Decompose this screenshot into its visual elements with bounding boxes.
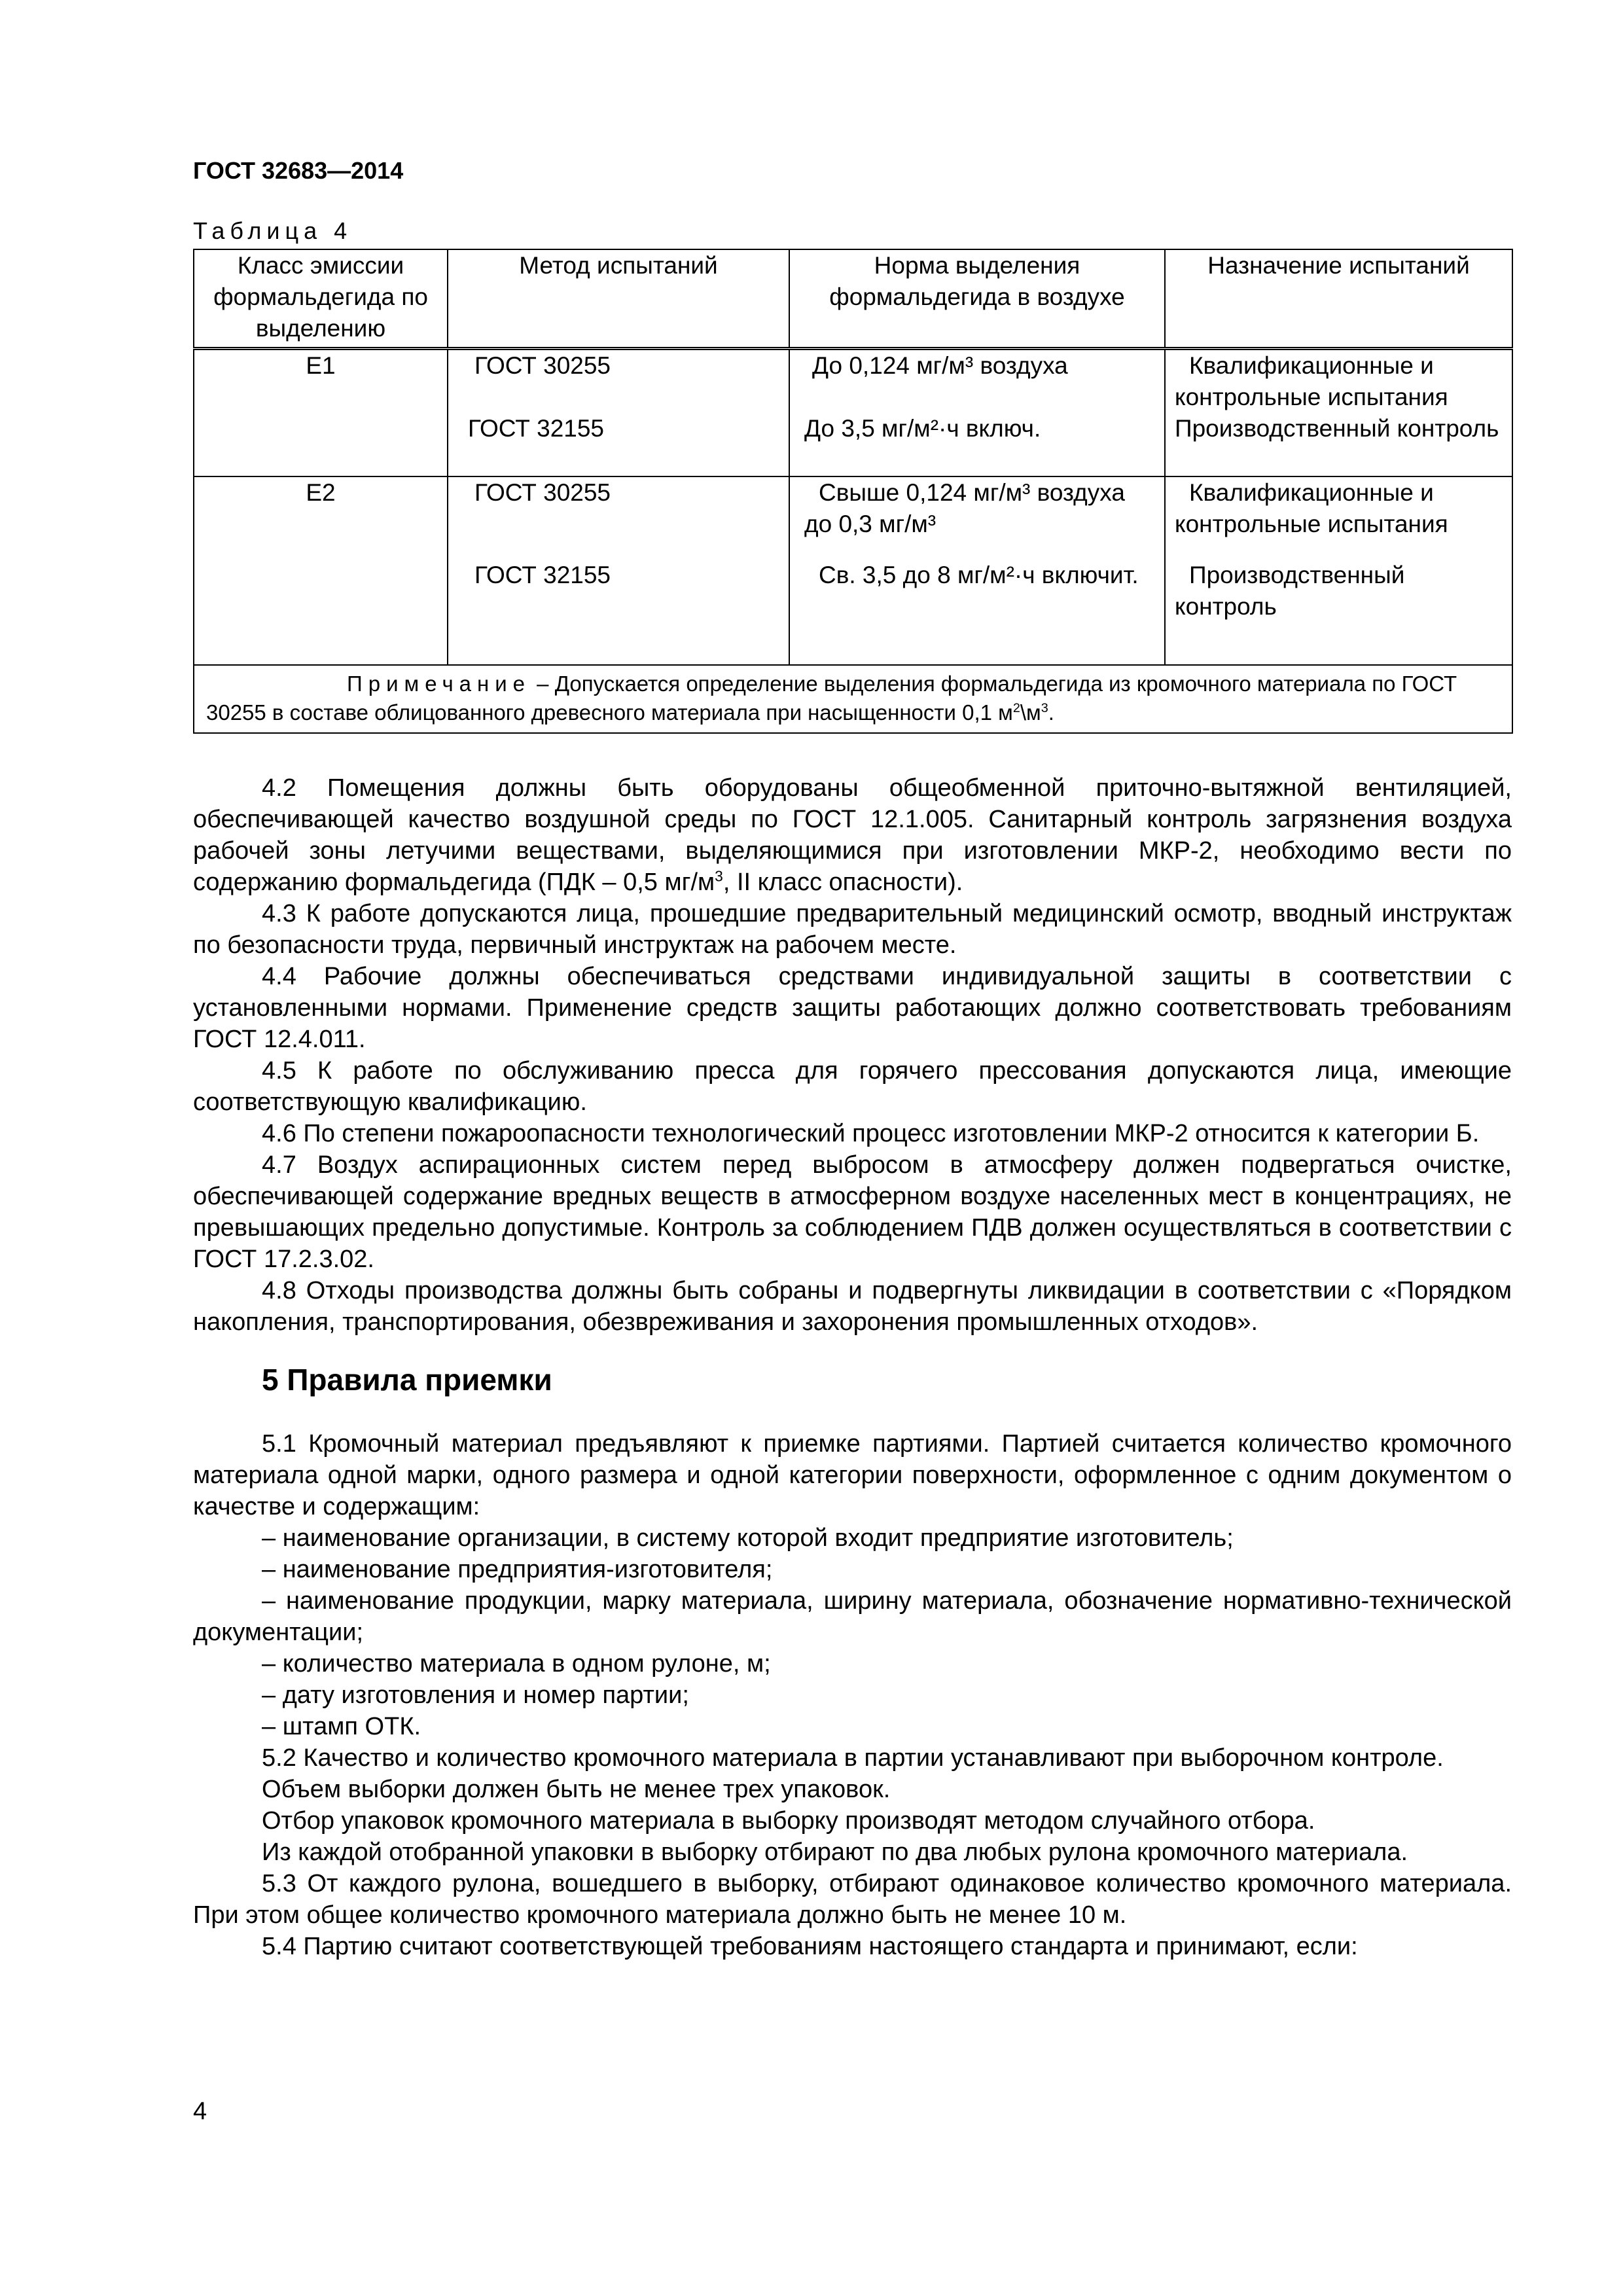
norm-e2-1: Свыше 0,124 мг/м³ воздуха до 0,3 мг/м³ [804,478,1125,537]
purpose-e2-1: Квалификационные и контрольные испытания [1175,478,1448,537]
list-item: – количество материала в одном рулоне, м; [262,1650,771,1677]
purpose-e1-1: Квалификационные и контрольные испытания [1175,352,1448,410]
list-item: – наименование продукции, марку материала, ширину материала, обозначение нормативно-технической документации; [193,1587,1512,1646]
cell-purpose-e1 [1165,349,1512,476]
section-5-title: 5 Правила приемки [262,1363,552,1397]
paragraph-4-6: 4.6 По степени пожароопасности технологический процесс изготовлении МКР-2 относится к категории Б. [262,1120,1480,1147]
paragraph-5-1: 5.1 Кромочный материал предъявляют к приемке партиями. Партией считается количество кромочного материала одной марки, одного размера и одной категории поверхности, оформленное с одним документом о качестве и содержащим: [193,1430,1512,1520]
col-header-class: Класс эмиссии формальдегида по выделению [194,249,448,349]
document-header: ГОСТ 32683—2014 [193,157,404,184]
cell-method-e2 [448,476,789,665]
cell-norm-e1 [789,349,1165,476]
table-row [194,349,1512,476]
paragraph-5-3: 5.3 От каждого рулона, вошедшего в выборку, отбирают одинаковое количество кромочного материала. При этом общее количество кромочного материала должно быть не менее 10 м. [193,1870,1512,1929]
col-header-method: Метод испытаний [448,249,789,349]
paragraph-4-3: 4.3 К работе допускаются лица, прошедшие предварительный медицинский осмотр, вводный инструктаж по безопасности труда, первичный инструктаж на рабочем месте. [193,900,1512,959]
col-header-purpose: Назначение испытаний [1165,249,1512,349]
document-body [193,772,1512,1962]
norm-e2-2: Св. 3,5 до 8 мг/м²·ч включит. [819,561,1139,588]
method-e1-2: ГОСТ 32155 [468,415,604,442]
note-label: Примечание [347,671,531,696]
paragraph-5-2-b: Объем выборки должен быть не менее трех упаковок. [262,1776,891,1803]
list-item: – наименование организации, в систему которой входит предприятие изготовитель; [262,1524,1234,1552]
paragraph-5-4: 5.4 Партию считают соответствующей требованиям настоящего стандарта и принимают, если: [262,1933,1358,1960]
cell-method-e1 [448,349,789,476]
page-number: 4 [193,2098,207,2125]
paragraph-4-5: 4.5 К работе по обслуживанию пресса для горячего прессования допускаются лица, имеющие соответствующую квалификацию. [193,1057,1512,1116]
list-item: – наименование предприятия-изготовителя; [262,1556,773,1583]
cell-norm-e2 [789,476,1165,665]
note-sup-3: 3 [1041,700,1048,715]
purpose-e1-2: Производственный контроль [1175,415,1499,442]
table-header-row [194,249,1512,349]
paragraph-4-2-text: 4.2 Помещения должны быть оборудованы общеобменной приточно-вытяжной вентиляцией, обеспечивающей качество воздушной среды по ГОСТ 12.1.005. Санитарный контроль загрязнения воздуха рабочей зоны летучими веществами, выделяющимися при изготовлении МКР-2, необходимо вести по содержанию формальдегида (ПДК – 0,5 мг/м [193,774,1512,896]
method-e2-1: ГОСТ 30255 [474,478,611,506]
emission-table [193,249,1513,734]
norm-e1-2: До 3,5 мг/м²·ч включ. [804,415,1041,442]
col-header-norm: Норма выделения формальдегида в воздухе [789,249,1165,349]
note-mid: \м [1020,700,1041,725]
paragraph-5-2-c: Отбор упаковок кромочного материала в выборку производят методом случайного отбора. [262,1807,1315,1835]
table-note-row [194,665,1512,733]
method-e1-1: ГОСТ 30255 [474,352,611,379]
note-sup-2: 2 [1012,700,1020,715]
note-text: – Допускается определение выделения формальдегида из кромочного материала по ГОСТ 30255 в составе облицованного древесного материала при насыщенности 0,1 м [206,671,1457,725]
paragraph-4-8: 4.8 Отходы производства должны быть собраны и подвергнуты ликвидации в соответствии с «Порядком накопления, транспортирования, обезвреживания и захоронения промышленных отходов». [193,1277,1512,1336]
method-e2-2: ГОСТ 32155 [474,561,611,588]
paragraph-5-2: 5.2 Качество и количество кромочного материала в партии устанавливают при выборочном контроле. [262,1744,1444,1772]
paragraph-4-2-sup: 3 [715,867,723,885]
paragraph-5-2-d: Из каждой отобранной упаковки в выборку отбирают по два любых рулона кромочного материала. [262,1839,1408,1866]
list-item: – штамп ОТК. [262,1713,421,1740]
cell-purpose-e2 [1165,476,1512,665]
paragraph-4-2 [193,772,1512,898]
cell-class-e2: Е2 [194,476,448,665]
purpose-e2-2: Производственный контроль [1175,561,1405,620]
paragraph-4-2-end: , II класс опасности). [722,869,963,896]
paragraph-4-7: 4.7 Воздух аспирационных систем перед выбросом в атмосферу должен подвергаться очистке, обеспечивающей содержание вредных веществ в атмосферном воздухе населенных мест в концентрациях, не превышающих предельно допустимые. Контроль за соблюдением ПДВ должен осуществляться в соответствии с ГОСТ 17.2.3.02. [193,1151,1512,1273]
paragraph-4-4: 4.4 Рабочие должны обеспечиваться средствами индивидуальной защиты в соответствии с установленными нормами. Применение средств защиты работающих должно соответствовать требованиям ГОСТ 12.4.011. [193,963,1512,1053]
table-note [194,665,1512,733]
table-row [194,476,1512,665]
norm-e1-1: До 0,124 мг/м³ воздуха [812,352,1068,379]
table-caption: Таблица 4 [193,217,353,244]
note-end: . [1048,700,1054,725]
list-item: – дату изготовления и номер партии; [262,1681,689,1709]
cell-class-e1: Е1 [194,349,448,476]
